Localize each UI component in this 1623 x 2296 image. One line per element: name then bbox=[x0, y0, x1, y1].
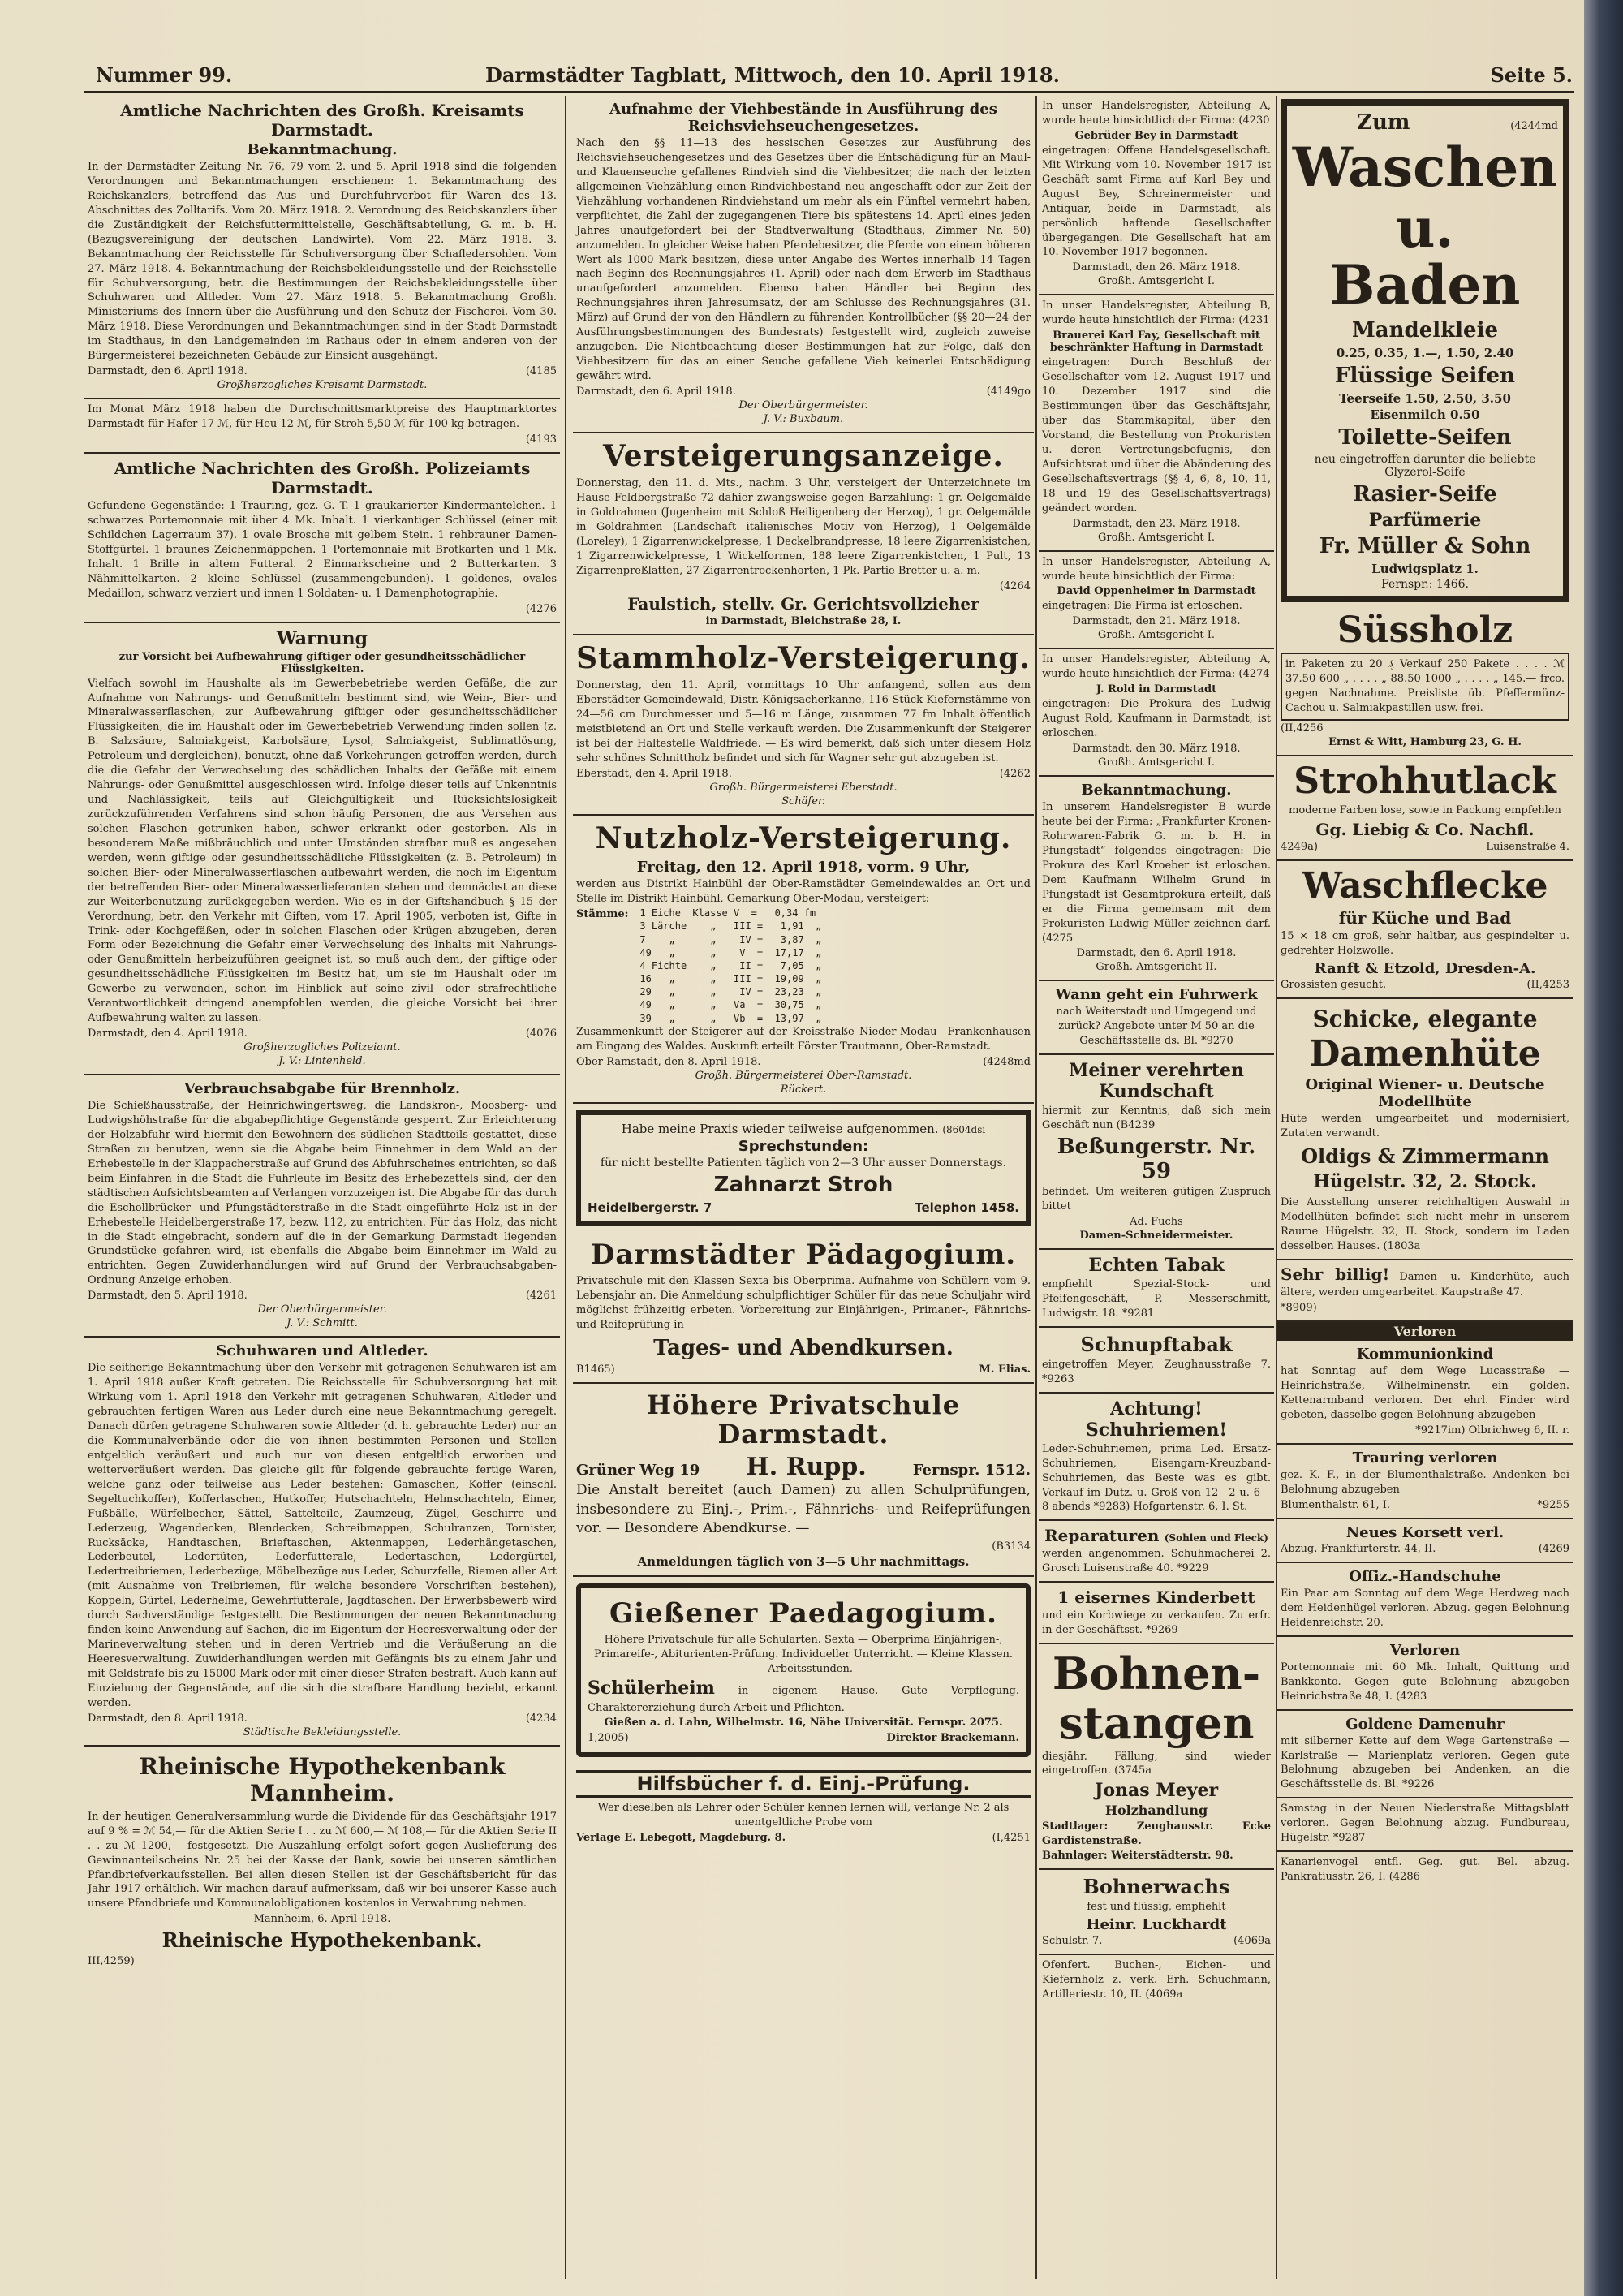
ad-ref: *9229 bbox=[1176, 1562, 1209, 1575]
ad-text: werden aus Distrikt Hainbühl der Ober-Ramstädter Gemeindewaldes an Ort und Stelle im Distrikt Hainbühl, Gemarkung Ober-Modau, versteigert: bbox=[576, 878, 1031, 906]
ad-title: Zahnarzt Stroh bbox=[713, 1172, 893, 1197]
ad-ref: (4069a bbox=[1233, 1935, 1271, 1948]
ad-ref: 1,2005) bbox=[588, 1731, 629, 1744]
notice-ref: (4261 bbox=[525, 1290, 557, 1303]
ad-title: Sehr billig! bbox=[1281, 1264, 1390, 1284]
ad-title: Höhere Privatschule Darmstadt. bbox=[646, 1389, 961, 1450]
notice-polizeiamt bbox=[84, 454, 560, 623]
lost-damenuhr bbox=[1277, 1711, 1573, 1799]
register-oppenheimer bbox=[1039, 552, 1274, 650]
ad-title: Darmstädter Pädagogium. bbox=[590, 1238, 1017, 1271]
ad-address: Ludwigsplatz 1. bbox=[1371, 561, 1479, 576]
notice-date: Darmstadt, den 6. April 1918. bbox=[88, 365, 248, 378]
notice-title: Rheinische Hypothekenbank Mannheim. bbox=[139, 1752, 506, 1807]
ad-sehr-billig bbox=[1277, 1260, 1573, 1323]
lost-ref: *9287 bbox=[1332, 1832, 1366, 1845]
ad-text: Höhere Privatschule für alle Schularten. Sexta — Oberprima Einjährigen-, Primareife-, Abiturienten-Prüfung. Individueller Unterricht. — Kleine Klassen. — Arbeitsstunden. bbox=[594, 1633, 1013, 1675]
ad-paedagogium bbox=[573, 1233, 1034, 1384]
ad-ref: (3745a bbox=[1114, 1764, 1152, 1777]
lost-ref: (4283 bbox=[1396, 1690, 1427, 1703]
column-3 bbox=[1039, 96, 1274, 2287]
ad-title: Stammholz-Versteigerung. bbox=[576, 640, 1031, 675]
ad-ofenholz bbox=[1039, 1955, 1274, 2007]
register-fay bbox=[1039, 295, 1274, 551]
ad-title: stangen bbox=[1058, 1696, 1255, 1749]
notice-court: Großh. Amtsgericht II. bbox=[1096, 961, 1217, 974]
notice-text: Die Schießhausstraße, der Heinrichwingertsweg, die Landskron-, Moosberg- und Ludwigshöhstraße für die abgabepflichtige Gegenstände gesperrt. Zur Erleichterung der Holzabfuhr wird hiermit den Bewohnern des südlichen Stadtteils gestattet, diese Straßen zu benutzen, wenn sie die Abgabe beim Einnehmer in dem Wald an der Erhebestelle in der Klappacherstraße auf Grund des Abfuhrscheines entrichten, so daß beim Einfahren in die Stadt die Fuhrleute im Besitz des Erhebezettels sind, der den städtischen Aufsichtsbeamten auf Verlangen vorzuzeigen ist. Die Abgabe für das durch die Eschollbrücker- und Pfungstädterstraße in die Stadt eingeführte Holz ist in der Erhebestelle Heidelbergerstraße 17, bezw. 112, zu entrichten. Für das Holz, das nicht in die Stadt eingebracht, sondern auf die in der Gemarkung Darmstadt liegenden Grundstücke gefahren wird, ist ebenfalls die Abgabe beim Einnehmer im Wald zu entrichten. Gegen Zuwiderhandlungen wird auf Grund der Verbrauchsabgaben-Ordnung Anzeige erhoben. bbox=[88, 1100, 557, 1287]
lost-title: Goldene Damenuhr bbox=[1345, 1715, 1505, 1733]
register-date: Darmstadt, den 26. März 1918. bbox=[1072, 261, 1241, 274]
timber-row: 1 Eiche Klasse V = 0,34 fm bbox=[639, 907, 816, 920]
product-name: Toilette-Seifen bbox=[1338, 424, 1512, 450]
ad-phone: Telephon 1458. bbox=[915, 1200, 1019, 1215]
notice-signature: J. V.: Buxbaum. bbox=[763, 412, 844, 425]
timber-row: 39 „ „ Vb = 13,97 „ bbox=[639, 1012, 822, 1024]
ad-ref: (4069a bbox=[1145, 1988, 1183, 2001]
lost-title: Verloren bbox=[1389, 1641, 1461, 1659]
ad-ref: (II,4253 bbox=[1526, 979, 1569, 992]
ad-ref: (I,4251 bbox=[992, 1831, 1031, 1844]
ad-subtitle: Freitag, den 12. April 1918, vorm. 9 Uhr, bbox=[636, 859, 971, 877]
ad-title: Gießener Paedagogium. bbox=[609, 1596, 997, 1630]
notice-text: Vielfach sowohl im Haushalte als im Gewerbebetriebe werden Gefäße, die zur Aufnahme von Nahrungs- und Genußmitteln bestimmt sind, wie Wein-, Bier- und Mineralwasserflaschen, zur Aufbewahrung giftiger oder gesundheitsschädlicher Flüssigkeiten, die im Haushalt oder im Gewerbebetrieb Verwendung finden sollen (z. B. Salzsäure, Salmiakgeist, Karbolsäure, Lysol, Salmiakgeist, Sublimatlösung, Petroleum und dergleichen), benutzt, ohne daß Vorkehrungen getroffen werden, durch die die Gefahr der Verwechselung des schädlichen Inhalts der Gefäße mit einem Nahrungs- oder Genußmittel ausgeschlossen wird. Infolge dieser teils auf Unkenntnis und Nachlässigkeit, teils auf Gleichgültigkeit und Rücksichtslosigkeit zurückzuführenden Verfahrens sind schon häufig Personen, die aus Versehen aus solchen Flaschen getrunken haben, schwer erkrankt oder gestorben. Als in besonderem Maße mißbräuchlich und unter Umständen strafbar muß es angesehen werden, wenn giftige oder gesundheitsschädliche Flüssigkeiten (z. B. Petroleum) in solchen Bier- oder Mineralwasserflaschen aufbewahrt werden, die noch im Eigentum der betreffenden Bier- oder Mineralwasserlieferanten stehen und demnächst an diese zur Weiterbenutzung zurückgegeben werden. Wie es in der Giftshandbuch § 15 der Verordnung, betr. den Verkehr mit Giften, vom 17. April 1905, verboten ist, Gifte in Trink- oder Kochgefäßen, oder in solchen Flaschen oder Krügen abzugeben, deren Form oder Bezeichnung die Gefahr einer Verwechselung des Inhalts mit Nahrungs- oder Genußmitteln herbeizuführen geeignet ist, so muß auch dem, der giftige oder gesundheitsschädliche Flüssigkeiten im Besitz hat, um sie im Haushalt oder im Gewerbe zu verwenden, schon im Hinblick auf seine zivil- oder strafrechtliche Verantwortlichkeit dringend anempfohlen werden, die gleiche Vorsicht bei ihrer Aufbewahrung walten zu lassen. bbox=[88, 677, 557, 1025]
register-ref: (4231 bbox=[1238, 314, 1270, 327]
timber-row: 16 „ „ III = 19,09 „ bbox=[639, 973, 822, 985]
ad-title: Schicke, elegante bbox=[1312, 1006, 1538, 1033]
notice-text: In unserem Handelsregister B wurde heute bei der Firma: „Frankfurter Kronen-Rohrwaren-Fabrik G. m. b. H. in Pfungstadt“ folgendes eingetragen: Die Prokura des Karl Kroeber ist erloschen. Dem Kaufmann Wilhelm Grund in Pfungstadt ist Gesamtprokura erteilt, daß er die Firma gemeinsam mit dem Prokuristen Ludwig Müller zeichnen darf. bbox=[1042, 801, 1271, 930]
ad-suessholz bbox=[1277, 605, 1573, 756]
ad-phone: Fernspr. 1512. bbox=[912, 1462, 1031, 1480]
register-text: In unser Handelsregister, Abteilung A, wurde heute hinsichtlich der Firma: bbox=[1042, 555, 1271, 583]
column-rule bbox=[1035, 96, 1037, 2279]
lost-portemonnaie bbox=[1277, 1637, 1573, 1711]
notice-date: Darmstadt, den 4. April 1918. bbox=[88, 1027, 248, 1040]
ad-signature: Ernst & Witt, Hamburg 23, G. H. bbox=[1328, 735, 1522, 748]
notice-text: Im Monat März 1918 haben die Durchschnittsmarktpreise des Hauptmarktortes Darmstadt für Hafer 17 ℳ, für Heu 12 ℳ, für Stroh 5,50 ℳ für 100 kg betragen. bbox=[88, 403, 557, 431]
lost-text: Kanarienvogel entfl. Geg. gut. Bel. abzug. Pankratiusstr. 26, I. bbox=[1281, 1856, 1569, 1884]
lost-text: Portemonnaie mit 60 Mk. Inhalt, Quittung und Bankkonto. Gegen gute Belohnung abzugeben Heinrichstraße 48, I. bbox=[1281, 1661, 1569, 1703]
ad-subtitle: für Küche und Bad bbox=[1338, 908, 1512, 928]
ad-text: Zusammenkunft der Steigerer auf der Kreisstraße Nieder-Modau—Frankenhausen am Eingang des Waldes. Auskunft erteilt Förster Trautmann, Ober-Ramstadt. bbox=[576, 1025, 1031, 1053]
ad-title: Versteigerungsanzeige. bbox=[603, 438, 1004, 473]
section-banner-verloren: Verloren bbox=[1277, 1322, 1573, 1341]
ad-title: Meiner verehrten Kundschaft bbox=[1068, 1060, 1245, 1103]
ad-text: diesjähr. Fällung, sind wieder eingetroffen. bbox=[1042, 1750, 1271, 1777]
register-text: In unser Handelsregister, Abteilung B, wurde heute hinsichtlich der Firma: bbox=[1042, 299, 1271, 327]
ad-damenhuete bbox=[1277, 999, 1573, 1260]
notice-title: Amtliche Nachrichten des Großh. Polizeiamts Darmstadt. bbox=[114, 459, 531, 498]
ad-ref: *9263 bbox=[1042, 1372, 1074, 1385]
column-1 bbox=[84, 96, 560, 2287]
ad-text: in Paketen zu 20 ₰ Verkauf 250 Pakete . . . . ℳ 37.50 600 „ . . . . „ 88.50 1000 „ . . . . „ 145.— frco. gegen Nachnahme. Preisliste üb. Pfeffermünz-Cachou u. Salmiakpastillen usw. frei. bbox=[1281, 653, 1569, 721]
register-firm: Brauerei Karl Fay, Gesellschaft mit beschränkter Haftung in Darmstadt bbox=[1049, 330, 1264, 355]
ad-bohnenstangen bbox=[1039, 1644, 1274, 1870]
ad-date: Eberstadt, den 4. April 1918. bbox=[576, 767, 732, 780]
ad-title: Nutzholz-Versteigerung. bbox=[595, 821, 1012, 855]
timber-row: 3 Lärche „ III = 1,91 „ bbox=[639, 920, 822, 933]
lost-ref: (4286 bbox=[1388, 1871, 1420, 1884]
ad-text: Wer dieselben als Lehrer oder Schüler kennen lernen will, verlange Nr. 2 als unentgeltliche Probe vom bbox=[597, 1801, 1010, 1829]
register-ref: (4274 bbox=[1238, 668, 1270, 681]
timber-row: 49 „ „ V = 17,17 „ bbox=[639, 946, 822, 958]
ad-date: Ober-Ramstadt, den 8. April 1918. bbox=[576, 1055, 761, 1068]
product-price: Eisenmilch 0.50 bbox=[1370, 407, 1480, 422]
ad-headline: Tages- und Abendkursen. bbox=[653, 1335, 954, 1360]
ad-text: werden angenommen. Schuhmacherei 2. Grosch Luisenstraße 40. bbox=[1042, 1548, 1271, 1575]
ad-hilfsbuecher bbox=[573, 1764, 1034, 1850]
register-date: Darmstadt, den 21. März 1918. bbox=[1072, 615, 1241, 628]
ad-shop: Parfümerie bbox=[1368, 509, 1482, 531]
ad-versteigerungsanzeige bbox=[573, 433, 1034, 635]
ad-text: neu eingetroffen darunter die beliebte Glyzerol-Seife bbox=[1314, 452, 1536, 479]
ad-ref: *9281 bbox=[1121, 1307, 1155, 1320]
notice-bekanntmachung bbox=[1039, 777, 1274, 981]
ad-address: Grüner Weg 19 bbox=[576, 1462, 700, 1480]
ad-subtitle: (Sohlen und Fleck) bbox=[1164, 1532, 1268, 1544]
ad-ref: (4244md bbox=[1510, 120, 1558, 132]
product-price: 0.25, 0.35, 1.—, 1.50, 2.40 bbox=[1336, 345, 1514, 360]
ad-ref: (B4239 bbox=[1116, 1119, 1156, 1132]
ad-text: Die Ausstellung unserer reichhaltigen Auswahl in Modellhüten befindet sich nicht mehr in unserem Raume Hügelstr. 32, II. Stock, sondern im Laden desselben Hauses. bbox=[1281, 1196, 1569, 1252]
notice-text: Die seitherige Bekanntmachung über den Verkehr mit getragenen Schuhwaren ist am 1. April 1918 außer Kraft getreten. Die Reichsstelle für Schuhversorgung hat mit Wirkung vom 1. April 1918 den Verkehr mit getragenen Schuhwaren, Altleder und gebrauchten fertigen Waren aus Leder durch eine neue Bekanntmachung geregelt. Danach dürfen getragene Schuhwaren sowie Altleder (d. h. gebrauchte Leder) nur an die Kommunalverbände oder die von ihnen bestimmten Personen und Stellen entgeltlich veräußert und auch nur von diesen entgeltlich erworben und weiterveräußert werden. Das gleiche gilt für folgende gebrauchte fertige Waren, welche ganz oder teilweise aus Leder bestehen: Gamaschen, Koffer (einschl. Segeltuchkoffer), Kofferlaschen, Hutkoffer, Hutschachteln, Helmschachteln, Eimer, Fußbälle, Würfelbecher, Sättel, Sattelteile, Zaumzeug, Zügel, Geschirre und Lederzeug, Wagendecken, Blendecken, Schreibmappen, Schulranzen, Tornister, Rucksäcke, Handtaschen, Brieftaschen, Aktenmappen, Lederhängetaschen, Lederbeutel, Ledertüten, Lederfutterale, Ledertaschen, Ledergürtel, Ledertreibriemen, Lederbezüge, Möbelbezüge aus Leder, Schurzfelle, Riemen aller Art (mit Ausnahme von Treibriemen, für welche besondere Vorschriften bestehen), Koppeln, Gürtel, Lederhelme, Gewehrfutterale, Jagdtaschen. Der Erwerbsbewerb wird durch Sachverständige festgestellt. Die Bestimmungen der neuen Bekanntmachung finden keine Anwendung auf Sachen, die im Eigentum der Heeresverwaltung oder der Marineverwaltung stehen und in deren Vertrieb und die Veräußerung an die Heeresverwaltung. Zuwiderhandlungen werden mit Gefängnis bis zu einem Jahr und mit Geldstrafe bis zu 15000 Mark oder mit einer dieser Strafen bestraft. Auch kann auf Einziehung der Gegenstände, auf die sich die strafbare Handlung bezieht, erkannt werden. bbox=[88, 1362, 557, 1709]
ad-schuhriemen bbox=[1039, 1394, 1274, 1522]
lost-address: *9217im) Olbrichweg 6, II. r. bbox=[1415, 1424, 1569, 1437]
page-number: Seite 5. bbox=[1490, 63, 1573, 87]
ad-text: 15 × 18 cm groß, sehr haltbar, aus gespindelter u. gedrehter Holzwolle. bbox=[1281, 930, 1569, 958]
register-court: Großh. Amtsgericht I. bbox=[1097, 629, 1216, 642]
lost-text: mit silberner Kette auf dem Wege Gartenstraße — Karlstraße — Marienplatz verloren. Gegen gute Belohnung abzugeben bei Andenken, an die Geschäftsstelle ds. Bl. bbox=[1281, 1734, 1569, 1791]
ad-schnupftabak bbox=[1039, 1328, 1274, 1394]
ad-ref: *9269 bbox=[1146, 1624, 1178, 1637]
ad-text: Habe meine Praxis wieder teilweise aufgenommen. bbox=[621, 1121, 939, 1136]
notice-subtitle: Bekanntmachung. bbox=[247, 141, 398, 158]
lost-title: Trauring verloren bbox=[1352, 1450, 1498, 1467]
ad-giessener-paedagogium bbox=[576, 1583, 1031, 1757]
ad-text: Privatschule mit den Klassen Sexta bis Oberprima. Aufnahme von Schülern vom 9. Lebensjahr an. Die Anmeldung schulpflichtiger Schüler für das neue Schuljahr wird möglichst frühzeitig erbeten. Vorbereitung zur Einjährigen-, Primaner-, Fähnrichs- und Reifeprüfung in bbox=[576, 1274, 1031, 1331]
ad-ref: *8909) bbox=[1281, 1302, 1317, 1315]
ad-text: Hüte werden umgearbeitet und modernisiert, Zutaten verwandt. bbox=[1281, 1113, 1569, 1140]
ad-text: Leder-Schuhriemen, prima Led. Ersatz-Schuhriemen, Eisengarn-Kreuzband-Schuhriemen, das Beste was es gibt. Verkauf im Dutz. u. Groß von 12—2 u. 6—8 abends *9283) Hofgartenstr. 6, I. St. bbox=[1042, 1442, 1271, 1514]
ad-title: u. Baden bbox=[1329, 196, 1521, 317]
ad-privatschule bbox=[573, 1384, 1034, 1577]
notice-title: Amtliche Nachrichten des Großh. Kreisamts Darmstadt. bbox=[120, 101, 524, 140]
ad-signature: Großh. Bürgermeisterei Ober-Ramstadt. bbox=[695, 1069, 912, 1082]
ad-ref: B1465) bbox=[576, 1363, 615, 1376]
lost-mittagsblatt bbox=[1277, 1798, 1573, 1852]
ad-signature: Großh. Bürgermeisterei Eberstadt. bbox=[709, 781, 898, 794]
ad-address: Luisenstraße 4. bbox=[1486, 840, 1569, 853]
lost-text: Ein Paar am Sonntag auf dem Wege Herdweg nach dem Heidenhügel verloren. Abzug. gegen Belohnung Heidenreichstr. 20. bbox=[1281, 1587, 1569, 1629]
notice-signature: Städtische Bekleidungsstelle. bbox=[243, 1725, 402, 1738]
notice-text: Gefundene Gegenstände: 1 Trauring, gez. G. T. 1 graukarierter Kindermantelchen. 1 schwarzes Portemonnaie mit über 4 Mk. Inhalt. 1 vierkantiger Schlüssel (einer mit Schildchen Lagerraum 37). 1 ovale Brosche mit gelbem Stein. 1 rehbrauner Damen-Stoffgürtel. 1 braunes Zeichenmäppchen. 1 Portemonnaie mit Brotkarten und 1 Mk. Inhalt. 1 Brille in altem Futteral. 2 Einmarkscheine und 2 Butterkarten. 3 Nähmittelkarten. 2 kleine Schlüssel (zusammengebunden). 1 goldenes, ovales Medaillon, schwarz verziert und innen 1 Soldaten- u. 1 Damenphotographie. bbox=[88, 500, 557, 600]
timber-row: 7 „ „ IV = 3,87 „ bbox=[639, 933, 822, 946]
register-court: Großh. Amtsgericht I. bbox=[1097, 531, 1216, 544]
ad-text: Ofenfert. Buchen-, Eichen- und Kiefernholz z. verk. Erh. Schuchmann, Artilleriestr. 10, II. bbox=[1042, 1959, 1271, 2001]
register-ref: (4230 bbox=[1238, 114, 1270, 127]
notice-signature: Der Oberbürgermeister. bbox=[257, 1303, 387, 1316]
ad-address: Schulstr. 7. bbox=[1042, 1935, 1103, 1948]
product-name: Rasier-Seife bbox=[1353, 481, 1497, 506]
ad-strohhutlack bbox=[1277, 756, 1573, 861]
ad-title: Strohhutlack bbox=[1294, 760, 1556, 802]
ad-text: für nicht bestellte Patienten täglich von 2—3 Uhr ausser Donnerstags. bbox=[600, 1156, 1007, 1170]
ad-title: Wann geht ein Fuhrwerk bbox=[1055, 986, 1258, 1004]
notice-signature: Großherzogliches Kreisamt Darmstadt. bbox=[217, 379, 428, 392]
ad-signature: Direktor Brackemann. bbox=[886, 1731, 1019, 1744]
ad-bohnerwachs bbox=[1039, 1870, 1274, 1955]
ad-text: und ein Korbwiege zu verkaufen. Zu erfr. in der Geschäftsst. bbox=[1042, 1609, 1271, 1637]
ad-title: Bohnen- bbox=[1052, 1648, 1261, 1700]
ad-address: Heidelbergerstr. 7 bbox=[588, 1200, 712, 1215]
notice-market-prices bbox=[84, 399, 560, 454]
notice-ref: (4193 bbox=[525, 433, 557, 446]
ad-text: empfiehlt Spezial-Stock- und Pfeifengeschäft, P. Messerschmitt, Ludwigstr. 18. bbox=[1042, 1278, 1271, 1320]
timber-table bbox=[639, 907, 821, 1025]
notice-date: Darmstadt, den 5. April 1918. bbox=[88, 1290, 248, 1303]
page-header bbox=[96, 63, 1573, 91]
notice-hypothekenbank bbox=[84, 1747, 560, 1975]
newspaper-title: Darmstädter Tagblatt, Mittwoch, den 10. April 1918. bbox=[485, 63, 1060, 87]
ad-label: Stämme: bbox=[576, 908, 629, 921]
ad-waschflecke bbox=[1277, 861, 1573, 999]
ad-ref: (4264 bbox=[999, 579, 1031, 592]
book-spine bbox=[1584, 0, 1623, 2296]
register-text: eingetragen: Durch Beschluß der Gesellschafter vom 12. August 1917 und 10. Dezember 1917 sind die Bestimmungen über das Geschäftsjahr, über das Stammkapital, über den Vorstand, die Bestellung von Prokuristen u. deren Vertretungsbefugnis, den Aufsichtsrat und über die Abänderung des Gesellschaftsvertrags (§§ 4, 6, 8, 10, 11, 18 und 19 des Gesellschaftsvertrags) geändert worden. bbox=[1042, 356, 1271, 515]
notice-ref: (4234 bbox=[525, 1712, 557, 1725]
ad-text: eingetroffen Meyer, Zeughausstraße 7. bbox=[1042, 1358, 1271, 1371]
ad-ref: 4249a) bbox=[1281, 840, 1318, 853]
ad-title: Waschflecke bbox=[1302, 864, 1548, 907]
register-court: Großh. Amtsgericht I. bbox=[1097, 275, 1216, 288]
ad-text: fest und flüssig, empfiehlt bbox=[1087, 1901, 1226, 1914]
notice-date: Darmstadt, den 6. April 1918. bbox=[1076, 947, 1237, 960]
notice-signature: J. V.: Schmitt. bbox=[286, 1317, 358, 1330]
ad-kinderbett bbox=[1039, 1583, 1274, 1644]
lost-ref: (4269 bbox=[1538, 1542, 1569, 1555]
ad-tabak bbox=[1039, 1250, 1274, 1328]
notice-signature: J. V.: Lintenheld. bbox=[278, 1055, 366, 1068]
register-firm: David Oppenheimer in Darmstadt bbox=[1057, 585, 1256, 598]
lost-ref: *9255 bbox=[1537, 1498, 1569, 1511]
ad-name: Gg. Liebig & Co. Nachfl. bbox=[1315, 819, 1535, 839]
ad-reparaturen bbox=[1039, 1521, 1274, 1583]
notice-schuhwaren bbox=[84, 1338, 560, 1747]
ad-name: Ranft & Etzold, Dresden-A. bbox=[1314, 960, 1536, 978]
notice-title: Schuhwaren und Altleder. bbox=[216, 1342, 428, 1360]
ad-phone: Fernspr.: 1466. bbox=[1381, 577, 1469, 591]
ad-name: Oldigs & Zimmermann bbox=[1301, 1144, 1549, 1169]
lost-title: Offiz.-Handschuhe bbox=[1349, 1567, 1501, 1585]
register-text: eingetragen: Die Prokura des Ludwig August Rold, Kaufmann in Darmstadt, ist erloschen. bbox=[1042, 698, 1271, 740]
ad-title: 1 eisernes Kinderbett bbox=[1057, 1587, 1255, 1608]
ad-headline: Schülerheim bbox=[588, 1678, 715, 1699]
ad-subtitle: Holzhandlung bbox=[1104, 1803, 1208, 1819]
ad-text: moderne Farben lose, sowie in Packung empfehlen bbox=[1289, 804, 1561, 817]
ad-trade: Damen-Schneidermeister. bbox=[1079, 1230, 1233, 1242]
timber-row: 29 „ „ IV = 23,23 „ bbox=[639, 986, 822, 998]
notice-title: Warnung bbox=[276, 627, 368, 649]
ad-title: Hilfsbücher f. d. Einj.-Prüfung. bbox=[576, 1770, 1031, 1798]
notice-text: In der Darmstädter Zeitung Nr. 76, 79 vom 2. und 5. April 1918 sind die folgenden Verordnungen und Bekanntmachungen erschienen: 1. Bekanntmachung des Reichskanzlers, betreffend das Aus- und Durchfuhrverbot für Waren des 13. Abschnittes des Zolltarifs. Vom 20. März 1918. 2. Verordnung des Reichskanzlers über die Zuständigkeit der Reichsfuttermittelstelle, Geschäftsabteilung, G. m. b. H. (Bezugsvereinigung der deutschen Landwirte). Vom 22. März 1918. 3. Bekanntmachung der Reichsstelle für Schuhversorgung über Schafledersohlen. Vom 27. März 1918. 4. Bekanntmachung der Reichsbekleidungsstelle und der Reichsstelle für Schuhversorgung, betr. die Bestimmungen der Reichsbekleidungsstelle über Schuhwaren und Altleder. Vom 27. März 1918. 5. Bekanntmachung Großh. Ministeriums des Innern über die Ausführung und den Schutz der Fischerei. Vom 30. März 1918. Diese Verordnungen und Bekanntmachungen sind in der Stadt Darmstadt im Stadthaus, in den Landgemeinden im Rathaus oder in einem anderen von der Bürgermeisterei bezeichneten Gebäude zur Einsicht ausgehängt. bbox=[88, 161, 557, 363]
ad-stammholz bbox=[573, 635, 1034, 816]
lost-text: gez. K. F., in der Blumenthalstraße. Andenken bei Belohnung abzugeben bbox=[1281, 1469, 1569, 1497]
notice-brennholz bbox=[84, 1075, 560, 1338]
register-firm: Gebrüder Bey in Darmstadt bbox=[1074, 129, 1238, 142]
ad-text: befindet. Um weiteren gütigen Zuspruch bittet bbox=[1042, 1186, 1271, 1213]
ad-ref: *9270 bbox=[1201, 1035, 1233, 1048]
lost-kommunionkind bbox=[1277, 1341, 1573, 1445]
lost-kanarienvogel bbox=[1277, 1852, 1573, 1889]
ad-signature: Faulstich, stellv. Gr. Gerichtsvollzieher bbox=[627, 593, 979, 614]
notice-ref: (4275 bbox=[1042, 932, 1074, 945]
ad-ref: (8604dsi bbox=[942, 1123, 986, 1135]
notice-title: Bekanntmachung. bbox=[1081, 782, 1232, 799]
timber-row: 4 Fichte „ II = 7,05 „ bbox=[639, 959, 822, 971]
ad-text: in eigenem Hause. Gute Verpflegung. Charaktererziehung durch Arbeit und Pflichten. bbox=[588, 1685, 1019, 1714]
ad-kundschaft bbox=[1039, 1055, 1274, 1250]
notice-ref: III,4259) bbox=[88, 1955, 135, 1968]
notice-ref: (4276 bbox=[525, 602, 557, 615]
ad-signature: in Darmstadt, Bleichstraße 28, I. bbox=[705, 614, 902, 627]
register-text: eingetragen: Die Firma ist erloschen. bbox=[1042, 600, 1242, 613]
register-firm: J. Rold in Darmstadt bbox=[1096, 683, 1217, 696]
notice-signature: Der Oberbürgermeister. bbox=[738, 398, 868, 411]
notice-kreisamt bbox=[84, 96, 560, 399]
ad-title: Echten Tabak bbox=[1088, 1255, 1225, 1276]
register-text: In unser Handelsregister, Abteilung A, wurde heute hinsichtlich der Firma: bbox=[1042, 100, 1271, 127]
column-4 bbox=[1277, 96, 1573, 2287]
ad-waschen-baden bbox=[1281, 99, 1569, 602]
ad-subtitle: Sprechstunden: bbox=[738, 1137, 869, 1155]
ad-title: Süssholz bbox=[1337, 609, 1513, 651]
notice-text: Nach den §§ 11—13 des hessischen Gesetzes zur Ausführung des Reichsviehseuchengesetzes und des Gesetzes über die Entschädigung für an Maul- und Klauenseuche gefallenes Rindvieh sind die Viehbesitzer, die nach der letzten allgemeinen Viehzählung einen Rindviehbestand neu angeschafft oder zur Zeit der Viehzählung vorhandenen Rindviehstand um mehr als ein Fünftel vermehrt haben, verpflichtet, die Zahl der zugegangenen Tiere bis spätestens 14. April eines jeden Jahres unaufgefordert bei der Stadtverwaltung (Stadthaus, Zimmer Nr. 50) anzumelden. In gleicher Weise haben Pferdebesitzer, die Pferde von einem höheren Wert als 1000 Mark besitzen, diese unter Angabe des Wertes innerhalb 14 Tagen nach Beginn des Rechnungsjahres (1. April) oder nach dem Erwerb im Stadthaus unaufgefordert anzumelden. Ebenso haben Händler bei Beginn des Rechnungsjahres ihren Jahresumsatz, der am Schlusse des Rechnungsjahres (31. März) auf Grund der von den Händlern zu führenden Kontrollbücher (§§ 20—24 der Ausführungsbestimmungen des Bundesrats) festgestellt wird, zugleich zuweise anzugeben. Die Nichtbeachtung dieser Bestimmungen hat zur Folge, daß den Viehbesitzern für das an einer Seuche gefallene Vieh keinerlei Entschädigung gewährt wird. bbox=[576, 137, 1031, 382]
notice-ref: (4185 bbox=[525, 365, 557, 378]
ad-text: Die Anstalt bereitet (auch Damen) zu allen Schulprüfungen, insbesondere zu Einj.-, Prim.-, Fähnrichs- und Reifeprüfungen vor. — Besondere Abendkurse. — bbox=[576, 1482, 1031, 1537]
ad-nutzholz bbox=[573, 816, 1034, 1104]
ad-ref: (4262 bbox=[999, 767, 1031, 780]
ad-address: Hügelstr. 32, 2. Stock. bbox=[1313, 1171, 1537, 1193]
ad-name: Jonas Meyer bbox=[1094, 1780, 1219, 1802]
ad-signature: Rückert. bbox=[780, 1083, 827, 1096]
ad-address: Beßungerstr. Nr. 59 bbox=[1057, 1135, 1256, 1184]
notice-warning bbox=[84, 623, 560, 1076]
ad-address: Bahnlager: Weiterstädterstr. 98. bbox=[1042, 1850, 1233, 1863]
ad-address: Gießen a. d. Lahn, Wilhelmstr. 16, Nähe Universität. Fernspr. 2075. bbox=[604, 1716, 1003, 1729]
product-name: Mandelkleie bbox=[1352, 317, 1498, 342]
lost-trauring bbox=[1277, 1445, 1573, 1519]
ad-ref: (1803a bbox=[1383, 1239, 1421, 1252]
notice-subtitle: zur Vorsicht bei Aufbewahrung giftiger oder gesundheitsschädlicher Flüssigkeiten. bbox=[118, 650, 526, 675]
ad-title: Reparaturen bbox=[1044, 1526, 1160, 1546]
notice-signature: Rheinische Hypothekenbank. bbox=[161, 1928, 483, 1953]
ad-subtitle: Original Wiener- u. Deutsche Modellhüte bbox=[1305, 1076, 1545, 1111]
ad-signature: M. Elias. bbox=[979, 1363, 1031, 1376]
notice-signature: Großherzogliches Polizeiamt. bbox=[243, 1041, 401, 1054]
lost-title: Neues Korsett verl. bbox=[1345, 1523, 1505, 1541]
ad-ref: (B3134 bbox=[992, 1540, 1031, 1553]
column-rule bbox=[565, 96, 566, 2279]
notice-ref: (4149go bbox=[986, 385, 1031, 398]
ad-text: hiermit zur Kenntnis, daß sich mein Geschäft nun bbox=[1042, 1105, 1271, 1132]
issue-number: Nummer 99. bbox=[96, 63, 233, 87]
notice-date: Mannheim, 6. April 1918. bbox=[253, 1913, 391, 1926]
ad-footer: Anmeldungen täglich von 3—5 Uhr nachmittags. bbox=[637, 1553, 970, 1569]
lost-address: Blumenthalstr. 61, I. bbox=[1281, 1498, 1391, 1511]
lost-korsett bbox=[1277, 1519, 1573, 1563]
register-date: Darmstadt, den 23. März 1918. bbox=[1072, 517, 1241, 530]
timber-row: 49 „ „ Va = 30,75 „ bbox=[639, 999, 822, 1011]
ad-text: Damen- u. Kinderhüte, auch ältere, werden umgearbeitet. Kaupstraße 47. bbox=[1281, 1270, 1570, 1299]
ad-name: Heinr. Luckhardt bbox=[1086, 1916, 1227, 1934]
lost-ref: *9226 bbox=[1401, 1778, 1435, 1791]
ad-name: H. Rupp. bbox=[746, 1453, 867, 1482]
register-date: Darmstadt, den 30. März 1918. bbox=[1072, 743, 1241, 756]
ad-title: Schnupftabak bbox=[1080, 1332, 1233, 1356]
ad-text: nach Weiterstadt und Umgegend und zurück? Angebote unter M 50 an die Geschäftsstelle ds. Bl. bbox=[1056, 1006, 1257, 1048]
ad-zahnarzt bbox=[576, 1110, 1031, 1226]
ad-title: Achtung! Schuhriemen! bbox=[1085, 1398, 1228, 1441]
ad-publisher: Verlage E. Lebegott, Magdeburg. 8. bbox=[576, 1831, 786, 1844]
ad-signature: Ad. Fuchs bbox=[1130, 1216, 1183, 1228]
product-name: Flüssige Seifen bbox=[1335, 363, 1515, 388]
ad-title: Damenhüte bbox=[1309, 1033, 1541, 1075]
ad-text: Donnerstag, den 11. April, vormittags 10 Uhr anfangend, sollen aus dem Eberstädter Gemeindewald, Distr. Königsacherkanne, 116 Stück Kiefernstämme von 24—56 cm Durchmesser und 5—16 m Länge, zusammen 77 fm Inhalt öffentlich meistbietend an Ort und Stelle verkauft werden. Die Zusammenkunft der Steigerer ist bei der Haltestelle Waldfriede. — Es wird bemerkt, daß sich unter diesem Holz sehr schönes Schnittholz befindet und sich für Wagner sehr gut abzugeben ist. bbox=[576, 679, 1031, 765]
notice-text: In der heutigen Generalversammlung wurde die Dividende für das Geschäftsjahr 1917 auf 9 % = ℳ 54,— für die Aktien Serie I . . zu ℳ 600,— ℳ 108,— für die Aktien Serie II . . zu ℳ 1200,— festgesetzt. Die Auszahlung erfolgt sofort gegen Auslieferung des Gewinnanteilscheins Nr. 25 bei der Kasse der Bank, sowie bei unseren sämtlichen Pfandbriefverkaufsstellen. Bei allen diesen Stellen ist der Geschäftsbericht für das Jahr 1917 erhältlich. Wir machen darauf aufmerksam, daß wir bei unserer Kasse auch unsere Pfandbriefe und Kommunalobligationen kostenlos in Verwahrung nehmen. bbox=[88, 1810, 557, 1910]
header-rule bbox=[84, 91, 1574, 93]
ad-fuhrwerk bbox=[1039, 981, 1274, 1055]
notice-date: Darmstadt, den 8. April 1918. bbox=[88, 1712, 248, 1725]
notice-viehbestaende bbox=[573, 96, 1034, 433]
lost-text: Samstag in der Neuen Niederstraße Mittagsblatt verloren. Gegen Belohnung abzug. Fundbureau, Hügelstr. bbox=[1281, 1803, 1569, 1845]
ad-title: Waschen bbox=[1292, 136, 1558, 199]
ad-signature: Schäfer. bbox=[781, 795, 825, 808]
lost-handschuhe bbox=[1277, 1563, 1573, 1637]
ad-text: Grossisten gesucht. bbox=[1281, 979, 1387, 992]
ad-ref: (4248md bbox=[983, 1055, 1031, 1068]
notice-title: Aufnahme der Viehbestände in Ausführung des Reichsviehseuchengesetzes. bbox=[609, 101, 997, 135]
ad-text: Donnerstag, den 11. d. Mts., nachm. 3 Uhr, versteigert der Unterzeichnete im Hause Feldbergstraße 72 dahier zwangsweise gegen Barzahlung: 1 gr. Oelgemälde in Goldrahmen (Jugenheim mit Schloß Heiligenberg der Herzog), 1 gr. Oelgemälde in Goldrahmen (Landschaft italienisches Motiv von Herzog), 1 Oelgemälde (Loreley), 1 Zigarrenwickelpresse, 1 Deckelbrandpresse, 18 leere Zigarrenkistchen, 1 Zigarrenwickelpresse, 1 Wickelformen, 188 leere Zigarrenkistchen, 1 Pult, 13 Zigarrenpreßlatten, 27 Zigarrentrockenhorten, 1 Pk. Partie Bretter u. a. m. bbox=[576, 477, 1031, 577]
register-text: In unser Handelsregister, Abteilung A, wurde heute hinsichtlich der Firma: bbox=[1042, 653, 1271, 681]
notice-title: Verbrauchsabgabe für Brennholz. bbox=[183, 1080, 461, 1098]
register-text: eingetragen: Offene Handelsgesellschaft. Mit Wirkung vom 10. November 1917 ist Geschäft samt Firma auf Karl Bey und August Bey, Schreinermeister und Antiquar, beide in Darmstadt, als persönlich haftende Gesellschafter übergegangen. Die Gesellschaft hat am 10. November 1917 begonnen. bbox=[1042, 144, 1271, 259]
register-court: Großh. Amtsgericht I. bbox=[1097, 756, 1216, 769]
product-price: Teerseife 1.50, 2.50, 3.50 bbox=[1339, 390, 1511, 406]
lost-text: Abzug. Frankfurterstr. 44, II. bbox=[1281, 1542, 1436, 1555]
register-rold bbox=[1039, 649, 1274, 777]
notice-ref: (4076 bbox=[525, 1027, 557, 1040]
ad-title: Bohnerwachs bbox=[1083, 1875, 1230, 1899]
register-bey bbox=[1039, 96, 1274, 295]
column-2 bbox=[573, 96, 1034, 2287]
ad-name: Fr. Müller & Sohn bbox=[1319, 533, 1531, 558]
ad-address: Stadtlager: Zeughausstr. Ecke Gardistenstraße. bbox=[1042, 1820, 1271, 1848]
ad-prefix: Zum bbox=[1357, 110, 1410, 135]
lost-text: hat Sonntag auf dem Wege Lucasstraße — Heinrichstraße, Wilhelminenstr. ein golden. Kettenarmband verloren. Der ehrl. Finder wird gebeten, dasselbe gegen Belohnung abzugeben bbox=[1281, 1365, 1569, 1422]
lost-title: Kommunionkind bbox=[1356, 1346, 1494, 1363]
notice-date: Darmstadt, den 6. April 1918. bbox=[576, 385, 736, 398]
ad-ref: (II,4256 bbox=[1281, 722, 1324, 734]
